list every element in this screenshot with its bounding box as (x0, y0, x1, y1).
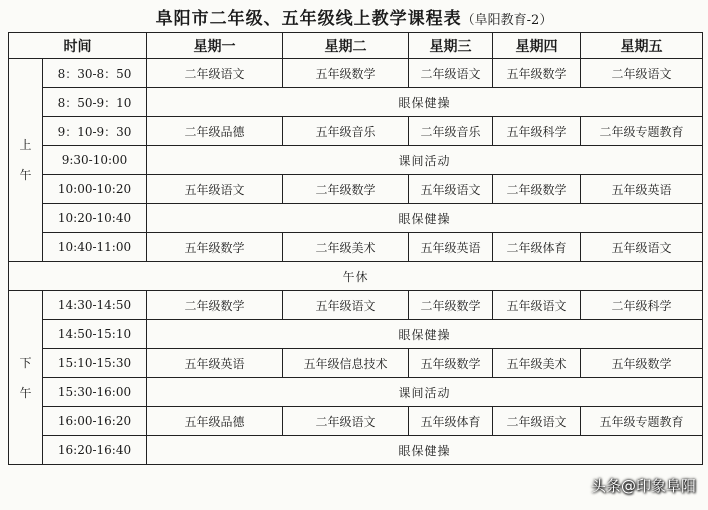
time-slot: 9：10-9：30 (43, 117, 147, 146)
title-main: 阜阳市二年级、五年级线上教学课程表 (155, 9, 462, 29)
activity-cell: 眼保健操 (147, 88, 703, 117)
class-cell: 五年级英语 (147, 349, 283, 378)
morning-row (9, 204, 703, 233)
time-slot: 14:30-14:50 (43, 291, 147, 320)
period-char: 下 (19, 355, 32, 370)
class-cell: 二年级语文 (493, 407, 581, 436)
period-char: 午 (19, 385, 32, 400)
morning-row (9, 175, 703, 204)
header-day-3: 星期三 (409, 33, 493, 59)
afternoon-row (9, 349, 703, 378)
noon-break-cell: 午休 (9, 262, 703, 291)
afternoon-row (9, 291, 703, 320)
afternoon-row (9, 407, 703, 436)
morning-row (9, 146, 703, 175)
class-cell: 二年级数学 (493, 175, 581, 204)
schedule-table (8, 32, 703, 465)
header-day-4: 星期四 (493, 33, 581, 59)
class-cell: 五年级信息技术 (283, 349, 409, 378)
class-cell: 二年级音乐 (409, 117, 493, 146)
morning-row (9, 88, 703, 117)
header-row (9, 33, 703, 59)
time-slot: 8：50-9：10 (43, 88, 147, 117)
page-title (0, 4, 708, 29)
title-note: （阜阳教育-2） (461, 13, 553, 28)
period-char: 午 (19, 168, 32, 182)
header-time: 时间 (9, 33, 147, 59)
class-cell: 二年级专题教育 (581, 117, 703, 146)
header-day-2: 星期二 (283, 33, 409, 59)
class-cell: 五年级语文 (493, 291, 581, 320)
class-cell: 二年级数学 (283, 175, 409, 204)
class-cell: 二年级数学 (409, 291, 493, 320)
class-cell: 五年级美术 (493, 349, 581, 378)
class-cell: 五年级数学 (409, 349, 493, 378)
afternoon-row (9, 320, 703, 349)
class-cell: 五年级英语 (409, 233, 493, 262)
class-cell: 二年级美术 (283, 233, 409, 262)
time-slot: 15:10-15:30 (43, 349, 147, 378)
header-day-5: 星期五 (581, 33, 703, 59)
activity-cell: 课间活动 (147, 378, 703, 407)
schedule-body (9, 33, 703, 465)
activity-cell: 眼保健操 (147, 204, 703, 233)
header-day-1: 星期一 (147, 33, 283, 59)
class-cell: 二年级数学 (147, 291, 283, 320)
class-cell: 五年级数学 (283, 59, 409, 88)
time-slot: 14:50-15:10 (43, 320, 147, 349)
class-cell: 二年级语文 (581, 59, 703, 88)
activity-cell: 眼保健操 (147, 436, 703, 465)
morning-row (9, 233, 703, 262)
class-cell: 五年级语文 (147, 175, 283, 204)
morning-row (9, 59, 703, 88)
time-slot: 10:40-11:00 (43, 233, 147, 262)
afternoon-row (9, 436, 703, 465)
activity-cell: 眼保健操 (147, 320, 703, 349)
morning-row (9, 117, 703, 146)
time-slot: 8：30-8：50 (43, 59, 147, 88)
class-cell: 二年级品德 (147, 117, 283, 146)
class-cell: 五年级语文 (409, 175, 493, 204)
class-cell: 二年级语文 (147, 59, 283, 88)
class-cell: 五年级体育 (409, 407, 493, 436)
class-cell: 五年级专题教育 (581, 407, 703, 436)
activity-cell: 课间活动 (147, 146, 703, 175)
class-cell: 二年级语文 (283, 407, 409, 436)
class-cell: 二年级体育 (493, 233, 581, 262)
class-cell: 五年级音乐 (283, 117, 409, 146)
class-cell: 二年级科学 (581, 291, 703, 320)
time-slot: 9:30-10:00 (43, 146, 147, 175)
noon-row (9, 262, 703, 291)
morning-period-label (9, 59, 43, 262)
class-cell: 二年级语文 (409, 59, 493, 88)
class-cell: 五年级语文 (283, 291, 409, 320)
afternoon-period-label (9, 291, 43, 465)
class-cell: 五年级数学 (147, 233, 283, 262)
time-slot: 16:00-16:20 (43, 407, 147, 436)
watermark: 头条@印象阜阳 (590, 477, 696, 495)
time-slot: 15:30-16:00 (43, 378, 147, 407)
class-cell: 五年级品德 (147, 407, 283, 436)
class-cell: 五年级科学 (493, 117, 581, 146)
afternoon-row (9, 378, 703, 407)
time-slot: 10:00-10:20 (43, 175, 147, 204)
time-slot: 16:20-16:40 (43, 436, 147, 465)
class-cell: 五年级数学 (493, 59, 581, 88)
class-cell: 五年级语文 (581, 233, 703, 262)
class-cell: 五年级数学 (581, 349, 703, 378)
period-char: 上 (19, 138, 32, 152)
time-slot: 10:20-10:40 (43, 204, 147, 233)
class-cell: 五年级英语 (581, 175, 703, 204)
